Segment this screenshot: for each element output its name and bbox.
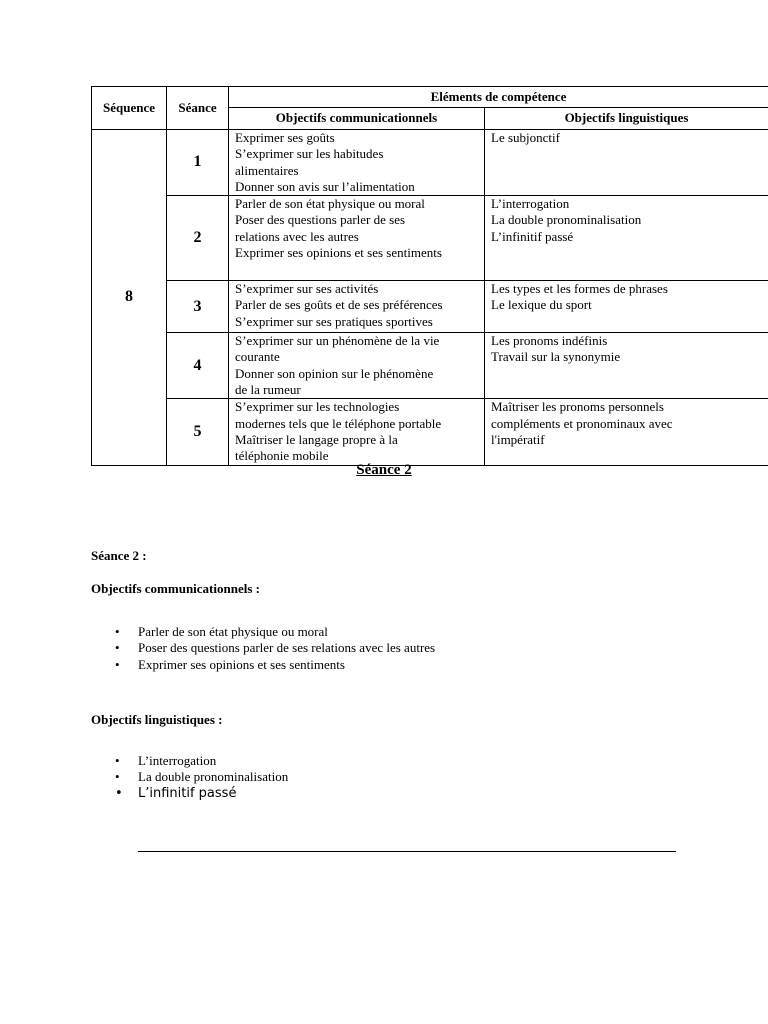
cell-objectifs-communicationnels — [229, 130, 485, 196]
cell-line: Poser des questions parler de ses — [235, 212, 406, 228]
cell-line: L’infinitif passé — [491, 228, 574, 244]
cell-line: S’exprimer sur ses activités — [235, 281, 379, 297]
cell-objectifs-linguistiques — [485, 196, 768, 281]
cell-line: S’exprimer sur les technologies — [235, 399, 400, 415]
cell-objectifs-communicationnels — [229, 399, 485, 465]
communicationnels-heading: Objectifs communicationnels : — [91, 581, 260, 596]
cell-line: Maîtriser les pronoms personnels — [491, 399, 664, 415]
section-heading: Séance 2 : — [91, 548, 147, 563]
list-item: • La double pronominalisation — [91, 769, 288, 785]
competence-table — [91, 86, 768, 466]
cell-line: S’exprimer sur les habitudes — [235, 146, 384, 162]
cell-objectifs-communicationnels — [229, 333, 485, 399]
cell-objectifs-linguistiques — [485, 281, 768, 333]
cell-line: Les pronoms indéfinis — [491, 333, 608, 349]
table-row — [92, 399, 768, 465]
cell-line: Parler de ses goûts et de ses préférences — [235, 297, 443, 313]
header-objectifs-communicationnels: Objectifs communicationnels — [229, 108, 485, 130]
cell-line: S’exprimer sur un phénomène de la vie — [235, 333, 440, 349]
seance-number: 1 — [167, 130, 229, 196]
cell-objectifs-linguistiques — [485, 130, 768, 196]
seance-number: 4 — [167, 333, 229, 399]
header-seance: Séance — [167, 87, 229, 130]
linguistiques-heading: Objectifs linguistiques : — [91, 712, 223, 727]
table-row — [92, 281, 768, 333]
cell-line: La double pronominalisation — [491, 212, 642, 228]
list-item: • L’interrogation — [91, 753, 288, 769]
horizontal-rule — [138, 851, 676, 852]
cell-line: alimentaires — [235, 162, 299, 178]
cell-line: Exprimer ses goûts — [235, 130, 335, 145]
cell-objectifs-communicationnels — [229, 196, 485, 281]
cell-objectifs-linguistiques — [485, 333, 768, 399]
header-sequence: Séquence — [92, 87, 167, 130]
cell-line: l'impératif — [491, 431, 545, 447]
cell-line: Le lexique du sport — [491, 297, 592, 313]
cell-line: Maîtriser le langage propre à la — [235, 431, 398, 447]
cell-line: courante — [235, 349, 280, 365]
list-item: • Exprimer ses opinions et ses sentiments — [91, 657, 435, 673]
header-objectifs-linguistiques: Objectifs linguistiques — [485, 108, 768, 130]
seance-number: 3 — [167, 281, 229, 333]
table-row — [92, 130, 768, 196]
cell-line: modernes tels que le téléphone portable — [235, 415, 442, 431]
list-item: • Poser des questions parler de ses relations avec les autres — [91, 640, 435, 656]
cell-objectifs-communicationnels — [229, 281, 485, 333]
cell-line: téléphonie mobile — [235, 448, 329, 464]
sequence-number: 8 — [92, 130, 167, 466]
cell-line: S’exprimer sur ses pratiques sportives — [235, 313, 433, 329]
cell-line: Parler de son état physique ou moral — [235, 196, 425, 212]
cell-line: Donner son opinion sur le phénomène — [235, 365, 434, 381]
cell-line: relations avec les autres — [235, 228, 359, 244]
seance-number: 2 — [167, 196, 229, 281]
communicationnels-list — [91, 624, 435, 673]
cell-line: L’interrogation — [491, 196, 570, 212]
list-item: • L’infinitif passé — [91, 786, 288, 802]
table-row — [92, 196, 768, 281]
linguistiques-list — [91, 753, 288, 802]
seance-number: 5 — [167, 399, 229, 465]
cell-line: Donner son avis sur l’alimentation — [235, 178, 415, 194]
table-row — [92, 333, 768, 399]
cell-line: Exprimer ses opinions et ses sentiments — [235, 245, 442, 261]
list-item: • Parler de son état physique ou moral — [91, 624, 435, 640]
page-title: Séance 2 — [356, 462, 412, 478]
header-elements-competence: Eléments de compétence — [229, 87, 768, 108]
cell-line: Travail sur la synonymie — [491, 349, 621, 365]
cell-line: compléments et pronominaux avec — [491, 415, 673, 431]
cell-line: de la rumeur — [235, 382, 301, 398]
cell-line: Le subjonctif — [491, 130, 560, 145]
cell-line: Les types et les formes de phrases — [491, 281, 668, 297]
cell-objectifs-linguistiques — [485, 399, 768, 465]
